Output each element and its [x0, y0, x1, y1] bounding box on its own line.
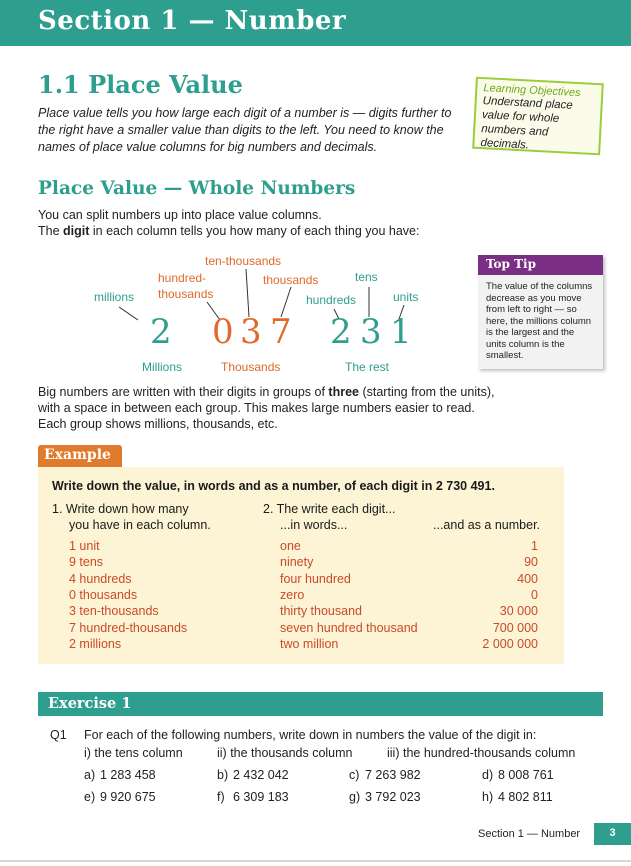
label-thousands: thousands	[263, 273, 319, 287]
example-row-number: 0	[531, 587, 538, 602]
exercise-item-value: 4 802 811	[498, 790, 553, 804]
example-row-words: one	[280, 539, 301, 553]
place-value-line1: You can split numbers up into place value columns.	[38, 208, 322, 222]
example-row-words: zero	[280, 587, 305, 602]
line2-pre: The	[38, 224, 64, 238]
exercise-item-label: f)	[217, 790, 225, 804]
exercise-item-value: 1 283 458	[100, 768, 156, 782]
label-tens: tens	[355, 270, 378, 284]
label-units: units	[393, 290, 419, 304]
question-part-iii: iii) the hundred-thousands column	[387, 746, 576, 760]
example-row-number: 400	[517, 571, 538, 586]
top-tip-box	[478, 255, 603, 369]
example-row-words: two million	[280, 636, 339, 651]
digit-tens: 3	[360, 312, 382, 352]
digit-thousands: 7	[270, 312, 292, 352]
example-row-number: 2 000 000	[482, 636, 538, 651]
digit-millions: 2	[150, 312, 172, 352]
top-tip-title: Top Tip	[478, 255, 603, 275]
example-row-number: 90	[524, 555, 538, 570]
exercise-title: Exercise 1	[48, 695, 132, 712]
group-label-millions: Millions	[142, 360, 183, 374]
para2-line1-pre: Big numbers are written with their digits in groups of	[38, 385, 329, 399]
exercise-item-value: 3 792 023	[365, 790, 421, 804]
example-row-count: 1 unit	[69, 539, 100, 553]
label-hundreds: hundreds	[306, 293, 357, 307]
example-box	[38, 467, 564, 664]
digit-units: 1	[390, 312, 412, 352]
label-hundred-thousands-1: hundred-	[158, 271, 207, 285]
line2-post: in each column tells you how many of each thing you have:	[89, 224, 420, 238]
para2-line3: Each group shows millions, thousands, etc.	[38, 417, 278, 431]
exercise-item-label: h)	[482, 790, 494, 804]
example-step1-line2: you have in each column.	[69, 518, 211, 532]
example-row-number: 700 000	[492, 620, 538, 635]
exercise-item-value: 6 309 183	[233, 790, 289, 804]
bottom-divider	[0, 860, 631, 862]
example-row-words: four hundred	[280, 571, 351, 586]
group-label-rest: The rest	[345, 360, 390, 374]
para2-line1-post: (starting from the units),	[359, 385, 495, 399]
exercise-item-label: g)	[349, 790, 361, 804]
subsection-heading: 1.1 Place Value	[38, 70, 243, 99]
example-step2-line2: ...in words...	[280, 518, 348, 532]
learning-objectives-title: Learning Objectives	[483, 82, 581, 100]
example-row-count: 2 millions	[69, 636, 122, 651]
example-row-words: ninety	[280, 555, 314, 570]
example-tab: Example	[38, 445, 122, 467]
place-value-heading: Place Value — Whole Numbers	[38, 178, 356, 199]
example-row-words: thirty thousand	[280, 604, 362, 619]
label-millions: millions	[94, 290, 135, 304]
label-hundred-thousands-2: thousands	[158, 287, 214, 301]
exercise-item-label: a)	[84, 768, 96, 782]
exercise-item-value: 8 008 761	[498, 768, 554, 782]
top-tip-text: The value of the columns decrease as you move from left to right — so here, the millions column is the largest and the units column is the smallest.	[486, 281, 593, 361]
question-label: Q1	[50, 728, 67, 742]
example-step2-line3: ...and as a number.	[433, 518, 541, 532]
example-question: Write down the value, in words and as a number, of each digit in 2 730 491.	[52, 479, 495, 493]
section-title: Section 1 — Number	[38, 6, 347, 36]
para2-line1	[38, 384, 494, 400]
exercise-item-value: 9 920 675	[100, 790, 156, 804]
digit-hundreds: 2	[330, 312, 352, 352]
exercise-item-label: d)	[482, 768, 494, 782]
question-part-i: i) the tens column	[84, 746, 183, 760]
line2-bold: digit	[63, 224, 90, 238]
footer-section: Section 1 — Number	[478, 828, 581, 840]
example-row-count: 9 tens	[69, 555, 104, 570]
question-part-ii: ii) the thousands column	[217, 746, 353, 760]
para2-line1-bold: three	[328, 385, 359, 399]
exercise-item-label: c)	[349, 768, 360, 782]
example-step2-line1: 2. The write each digit...	[263, 502, 396, 516]
label-ten-thousands: ten-thousands	[205, 254, 282, 268]
example-row-count: 3 ten-thousands	[69, 604, 159, 619]
digit-ten-thousands: 3	[240, 312, 262, 352]
para2-line2: with a space in between each group. This makes large numbers easier to read.	[38, 401, 475, 415]
example-row-count: 0 thousands	[69, 587, 138, 602]
exercise-item-value: 2 432 042	[233, 768, 289, 782]
example-row-number: 1	[531, 539, 538, 553]
question-text: For each of the following numbers, write down in numbers the value of the digit in:	[84, 728, 537, 742]
exercise-bar	[38, 692, 603, 716]
example-row-number: 30 000	[499, 604, 538, 619]
page-number: 3	[594, 823, 631, 845]
example-row-count: 7 hundred-thousands	[69, 620, 188, 635]
group-label-thousands: Thousands	[221, 360, 281, 374]
example-row-words: seven hundred thousand	[280, 620, 418, 635]
example-row-count: 4 hundreds	[69, 571, 132, 586]
exercise-item-label: b)	[217, 768, 229, 782]
learning-objectives-text: Understand place value for whole numbers and decimals.	[480, 95, 574, 152]
example-step1-line1: 1. Write down how many	[52, 502, 189, 516]
exercise-item-value: 7 263 982	[365, 768, 421, 782]
exercise-item-label: e)	[84, 790, 96, 804]
digit-hundred-thousands: 0	[212, 312, 234, 352]
intro-paragraph: Place value tells you how large each digit of a number is — digits further to the right have a smaller value than digits to the left. You need to know the names of place value columns for big numbers and decimals.	[38, 106, 452, 154]
